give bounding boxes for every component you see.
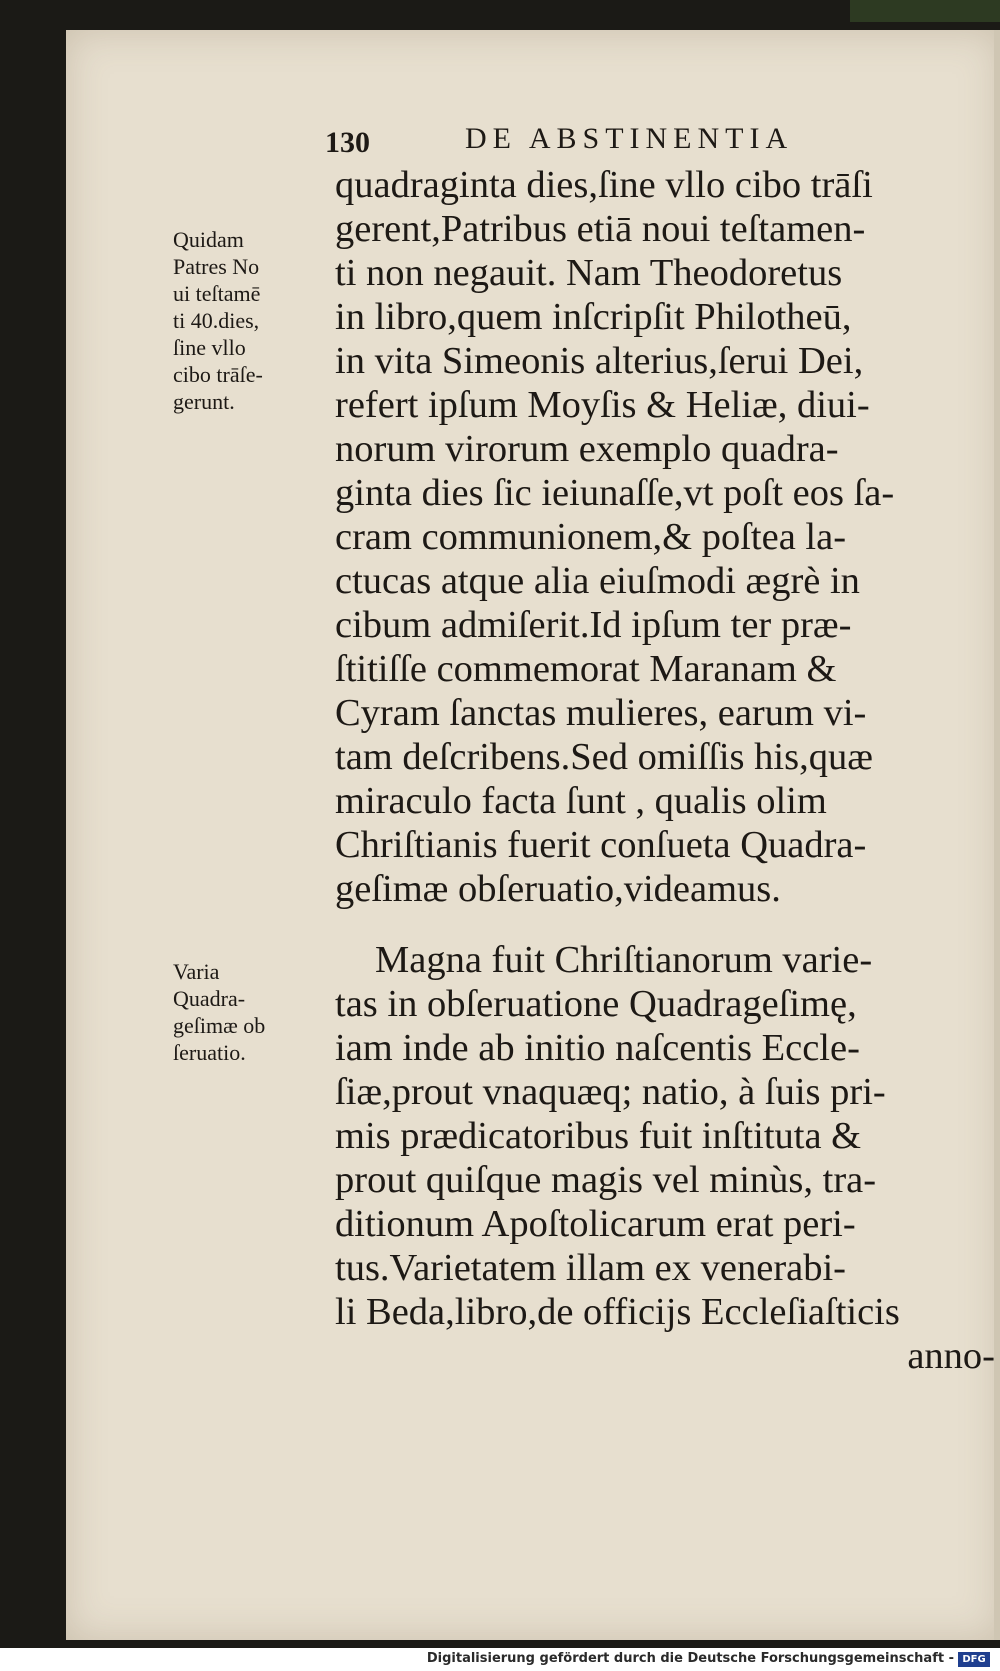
footer-bar [0, 1648, 1000, 1671]
funding-notice: Digitalisierung gefördert durch die Deutsche Forschungsgemeinschaft - [426, 1651, 954, 1666]
text-line: mis prædicatoribus fuit inſtituta & [335, 1115, 862, 1157]
text-line: ditionum Apoſtolicarum erat peri- [335, 1203, 856, 1245]
text-line: quadraginta dies,ſine vllo cibo trāſi [335, 164, 873, 206]
running-title: DE ABSTINENTIA [465, 122, 794, 155]
dfg-logo: DFG [958, 1652, 990, 1667]
text-line: cibum admiſerit.Id ipſum ter præ- [335, 604, 852, 646]
margin-note-line: Quadra- [173, 986, 246, 1011]
main-text-block [335, 163, 995, 1378]
margin-note-line: cibo trāſe- [173, 362, 263, 387]
text-line: in libro,quem inſcripſit Philotheū, [335, 296, 852, 338]
text-line: miraculo facta ſunt , qualis olim [335, 780, 827, 822]
running-head [325, 122, 915, 162]
text-line: ti non negauit. Nam Theodoretus [335, 252, 843, 294]
margin-note-line: geſimæ ob [173, 1013, 266, 1038]
text-line: geſimæ obſeruatio,videamus. [335, 868, 781, 910]
margin-note-line: Patres No [173, 254, 260, 279]
margin-note-quidam-patres [173, 226, 333, 415]
text-line: ſiæ,prout vnaquæq; natio, à ſuis pri- [335, 1071, 886, 1113]
text-line: in vita Simeonis alterius,ſerui Dei, [335, 340, 864, 382]
margin-note-line: gerunt. [173, 389, 235, 414]
text-line: Chriſtianis fuerit conſueta Quadra- [335, 824, 867, 866]
text-line: tas in obſeruatione Quadrageſimę, [335, 983, 857, 1025]
text-line: ſtitiſſe commemorat Maranam & [335, 648, 837, 690]
margin-note-line: ti 40.dies, [173, 308, 260, 333]
margin-note-line: Varia [173, 959, 220, 984]
text-line: prout quiſque magis vel minùs, tra- [335, 1159, 877, 1201]
page-number: 130 [325, 126, 370, 159]
paragraph-start-line: Magna fuit Chriſtianorum varie- [375, 939, 873, 981]
text-line: gerent,Patribus etiā noui teſtamen- [335, 208, 866, 250]
text-line: tam deſcribens.Sed omiſſis his,quæ [335, 736, 873, 778]
catchword: anno- [907, 1335, 995, 1377]
text-line: ginta dies ſic ieiunaſſe,vt poſt eos ſa- [335, 472, 895, 514]
text-line: li Beda,libro,de officijs Eccleſiaſticis [335, 1291, 900, 1333]
text-line: refert ipſum Moyſis & Heliæ, diui- [335, 384, 870, 426]
book-cover-edge [850, 0, 1000, 22]
margin-note-line: ſeruatio. [173, 1040, 246, 1065]
text-line: ctucas atque alia eiuſmodi ægrè in [335, 560, 860, 602]
margin-note-varia-quadragesimae [173, 958, 333, 1066]
text-line: Cyram ſanctas mulieres, earum vi- [335, 692, 867, 734]
margin-note-line: ſine vllo [173, 335, 246, 360]
margin-note-line: ui teſtamē [173, 281, 261, 306]
text-line: norum virorum exemplo quadra- [335, 428, 839, 470]
text-line: tus.Varietatem illam ex venerabi- [335, 1247, 846, 1289]
margin-note-line: Quidam [173, 227, 244, 252]
text-line: cram communionem,& poſtea la- [335, 516, 847, 558]
text-line: iam inde ab initio naſcentis Eccle- [335, 1027, 860, 1069]
